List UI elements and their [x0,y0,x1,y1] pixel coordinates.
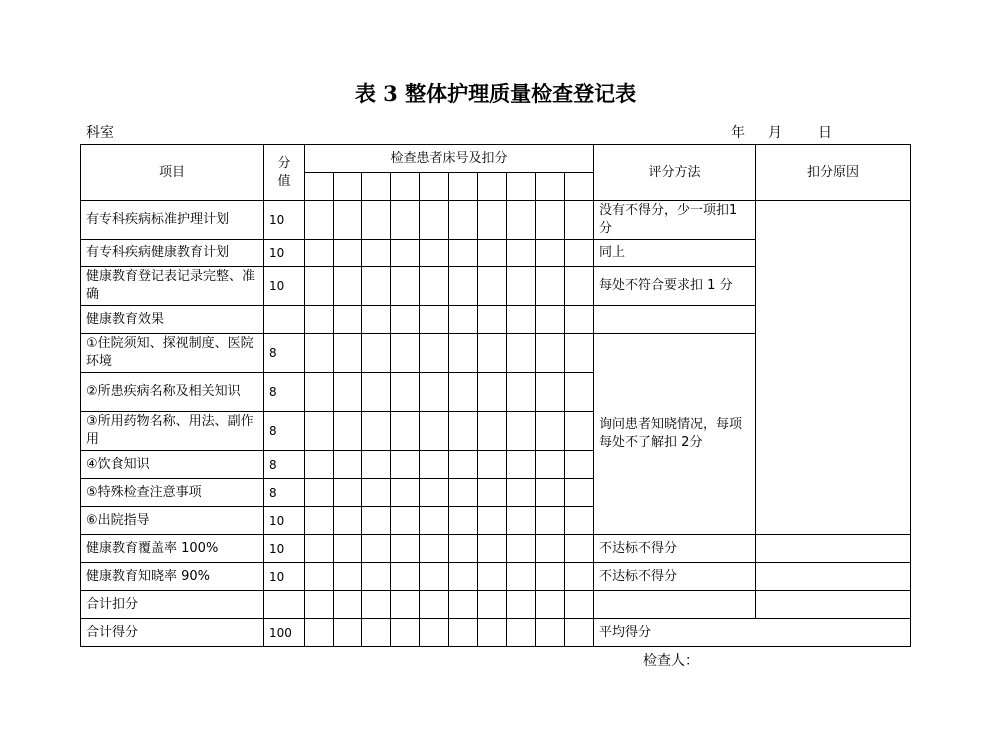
deduction-cell[interactable] [536,619,565,647]
deduction-cell[interactable] [391,479,420,507]
deduction-cell[interactable] [449,535,478,563]
table-body [81,145,911,647]
bed-cell[interactable] [362,173,391,201]
deduction-cell[interactable] [536,267,565,306]
deduction-cell[interactable] [478,479,507,507]
deduction-cell[interactable] [420,619,449,647]
inspection-table [80,144,911,647]
inspector-label: 检查人： [643,653,699,669]
deduction-cell[interactable] [362,201,391,240]
deduction-cell[interactable] [362,306,391,334]
deduction-cell[interactable] [565,591,594,619]
method-cell: 不达标不得分 [594,563,756,591]
deduction-cell[interactable] [536,507,565,535]
day-label: 日 [818,125,832,141]
deduction-cell[interactable] [536,591,565,619]
deduction-cell[interactable] [334,535,362,563]
deduction-cell[interactable] [507,563,536,591]
item-cell: ④饮食知识 [81,451,264,479]
reason-cell[interactable] [756,563,911,591]
table-row [81,591,911,619]
method-cell [594,591,756,619]
deduction-cell[interactable] [478,306,507,334]
deduction-cell[interactable] [536,240,565,267]
deduction-cell[interactable] [334,240,362,267]
deduction-cell[interactable] [362,563,391,591]
bed-cell[interactable] [420,173,449,201]
method-cell-merged: 询问患者知晓情况，每项每处不了解扣 2分 [594,334,756,535]
deduction-cell[interactable] [305,201,334,240]
deduction-cell[interactable] [362,373,391,412]
score-cell: 8 [264,334,305,373]
deduction-cell[interactable] [565,306,594,334]
table-row [81,619,911,647]
deduction-cell[interactable] [536,201,565,240]
deduction-cell[interactable] [478,240,507,267]
deduction-cell[interactable] [391,412,420,451]
deduction-cell[interactable] [420,507,449,535]
deduction-cell[interactable] [334,507,362,535]
item-cell: 健康教育效果 [81,306,264,334]
deduction-cell[interactable] [362,267,391,306]
bed-cell[interactable] [449,173,478,201]
deduction-cell[interactable] [305,334,334,373]
deduction-cell[interactable] [334,373,362,412]
deduction-cell[interactable] [565,373,594,412]
deduction-cell[interactable] [391,619,420,647]
score-cell: 10 [264,240,305,267]
deduction-cell[interactable] [565,619,594,647]
deduction-cell[interactable] [565,201,594,240]
score-cell: 8 [264,373,305,412]
deduction-cell[interactable] [391,591,420,619]
deduction-cell[interactable] [478,591,507,619]
score-cell: 100 [264,619,305,647]
item-cell: ⑤特殊检查注意事项 [81,479,264,507]
deduction-cell[interactable] [420,591,449,619]
score-cell: 10 [264,563,305,591]
deduction-cell[interactable] [507,267,536,306]
header-row [81,145,911,173]
deduction-cell[interactable] [420,535,449,563]
deduction-cell[interactable] [391,535,420,563]
deduction-cell[interactable] [334,619,362,647]
deduction-cell[interactable] [420,451,449,479]
deduction-cell[interactable] [449,201,478,240]
deduction-cell[interactable] [507,619,536,647]
score-cell: 10 [264,535,305,563]
item-cell: ③所用药物名称、用法、副作用 [81,412,264,451]
deduction-cell[interactable] [334,451,362,479]
bed-cell[interactable] [334,173,362,201]
deduction-cell[interactable] [391,563,420,591]
deduction-cell[interactable] [449,373,478,412]
item-cell: 健康教育知晓率 90% [81,563,264,591]
deduction-cell[interactable] [334,591,362,619]
deduction-cell[interactable] [391,373,420,412]
deduction-cell[interactable] [536,479,565,507]
deduction-cell[interactable] [449,591,478,619]
method-cell: 没有不得分，少一项扣1分 [594,201,756,240]
month-label: 月 [768,125,782,141]
score-cell: 8 [264,412,305,451]
deduction-cell[interactable] [391,201,420,240]
year-label: 年 [731,125,745,141]
deduction-cell[interactable] [362,535,391,563]
deduction-cell[interactable] [305,619,334,647]
deduction-cell[interactable] [507,306,536,334]
item-cell: 健康教育覆盖率 100% [81,535,264,563]
deduction-cell[interactable] [420,267,449,306]
deduction-cell[interactable] [565,563,594,591]
table-row [81,201,911,240]
reason-cell[interactable] [756,591,911,619]
deduction-cell[interactable] [478,334,507,373]
table-row [81,563,911,591]
deduction-cell[interactable] [565,412,594,451]
deduction-cell[interactable] [391,507,420,535]
item-cell: 有专科疾病标准护理计划 [81,201,264,240]
deduction-cell[interactable] [449,412,478,451]
reason-cell-merged[interactable] [756,201,911,535]
bed-cell[interactable] [478,173,507,201]
deduction-cell[interactable] [305,563,334,591]
deduction-cell[interactable] [565,479,594,507]
table-row [81,535,911,563]
deduction-cell[interactable] [362,412,391,451]
item-cell: ①住院须知、探视制度、医院环境 [81,334,264,373]
deduction-cell[interactable] [305,240,334,267]
deduction-cell[interactable] [449,451,478,479]
deduction-cell[interactable] [507,334,536,373]
deduction-cell[interactable] [449,507,478,535]
deduction-cell[interactable] [536,563,565,591]
deduction-cell[interactable] [449,479,478,507]
deduction-cell[interactable] [478,373,507,412]
deduction-cell[interactable] [449,306,478,334]
bed-cell[interactable] [391,173,420,201]
deduction-cell[interactable] [565,267,594,306]
deduction-cell[interactable] [305,507,334,535]
score-cell: 10 [264,201,305,240]
deduction-cell[interactable] [334,334,362,373]
deduction-cell[interactable] [391,267,420,306]
reason-cell[interactable] [756,535,911,563]
deduction-cell[interactable] [507,412,536,451]
deduction-cell[interactable] [507,479,536,507]
deduction-cell[interactable] [507,201,536,240]
deduction-cell[interactable] [420,412,449,451]
deduction-cell[interactable] [391,240,420,267]
deduction-cell[interactable] [478,412,507,451]
score-cell: 8 [264,451,305,479]
deduction-cell[interactable] [362,451,391,479]
deduction-cell[interactable] [362,240,391,267]
deduction-cell[interactable] [334,306,362,334]
deduction-cell[interactable] [565,451,594,479]
deduction-cell[interactable] [362,334,391,373]
page-title: 表 3 整体护理质量检查登记表 [354,81,637,106]
deduction-cell[interactable] [536,535,565,563]
deduction-cell[interactable] [420,479,449,507]
deduction-cell[interactable] [565,240,594,267]
score-cell [264,306,305,334]
deduction-cell[interactable] [478,201,507,240]
item-cell: 有专科疾病健康教育计划 [81,240,264,267]
deduction-cell[interactable] [305,535,334,563]
deduction-cell[interactable] [478,267,507,306]
deduction-cell[interactable] [420,306,449,334]
deduction-cell[interactable] [420,563,449,591]
department-label: 科室 [86,125,114,141]
deduction-cell[interactable] [362,619,391,647]
deduction-cell[interactable] [536,334,565,373]
item-cell: 合计扣分 [81,591,264,619]
deduction-cell[interactable] [478,619,507,647]
score-cell: 10 [264,507,305,535]
score-cell [264,591,305,619]
deduction-cell[interactable] [362,479,391,507]
method-cell: 不达标不得分 [594,535,756,563]
deduction-cell[interactable] [305,451,334,479]
deduction-cell[interactable] [420,201,449,240]
deduction-cell[interactable] [420,240,449,267]
header-method: 评分方法 [594,145,756,201]
deduction-cell[interactable] [305,479,334,507]
deduction-cell[interactable] [449,240,478,267]
bed-cell[interactable] [305,173,334,201]
deduction-cell[interactable] [391,334,420,373]
deduction-cell[interactable] [565,334,594,373]
deduction-cell[interactable] [305,267,334,306]
deduction-cell[interactable] [565,507,594,535]
deduction-cell[interactable] [507,535,536,563]
deduction-cell[interactable] [565,535,594,563]
deduction-cell[interactable] [420,373,449,412]
score-cell: 8 [264,479,305,507]
deduction-cell[interactable] [391,306,420,334]
deduction-cell[interactable] [305,412,334,451]
deduction-cell[interactable] [478,563,507,591]
item-cell: ②所患疾病名称及相关知识 [81,373,264,412]
deduction-cell[interactable] [449,334,478,373]
deduction-cell[interactable] [536,451,565,479]
deduction-cell[interactable] [536,412,565,451]
score-cell: 10 [264,267,305,306]
deduction-cell[interactable] [362,591,391,619]
date-labels [731,122,832,142]
deduction-cell[interactable] [334,479,362,507]
deduction-cell[interactable] [449,563,478,591]
deduction-cell[interactable] [305,591,334,619]
method-cell: 同上 [594,240,756,267]
header-patients: 检查患者床号及扣分 [305,145,594,173]
deduction-cell[interactable] [536,306,565,334]
deduction-cell[interactable] [305,306,334,334]
deduction-cell[interactable] [334,412,362,451]
item-cell: 合计得分 [81,619,264,647]
bed-cell[interactable] [536,173,565,201]
method-cell [594,306,756,334]
deduction-cell[interactable] [507,591,536,619]
deduction-cell[interactable] [478,535,507,563]
deduction-cell[interactable] [391,451,420,479]
header-item: 项目 [81,145,264,201]
bed-cell[interactable] [507,173,536,201]
deduction-cell[interactable] [420,334,449,373]
deduction-cell[interactable] [507,451,536,479]
deduction-cell[interactable] [536,373,565,412]
bed-cell[interactable] [565,173,594,201]
deduction-cell[interactable] [449,619,478,647]
deduction-cell[interactable] [449,267,478,306]
method-cell: 每处不符合要求扣 1 分 [594,267,756,306]
header-score: 分 值 [264,145,305,201]
header-reason: 扣分原因 [756,145,911,201]
deduction-cell[interactable] [507,240,536,267]
deduction-cell[interactable] [334,563,362,591]
deduction-cell[interactable] [334,201,362,240]
item-cell: ⑥出院指导 [81,507,264,535]
deduction-cell[interactable] [334,267,362,306]
method-cell: 平均得分 [594,619,911,647]
deduction-cell[interactable] [478,507,507,535]
deduction-cell[interactable] [305,373,334,412]
item-cell: 健康教育登记表记录完整、准确 [81,267,264,306]
deduction-cell[interactable] [478,451,507,479]
deduction-cell[interactable] [507,373,536,412]
deduction-cell[interactable] [362,507,391,535]
deduction-cell[interactable] [507,507,536,535]
